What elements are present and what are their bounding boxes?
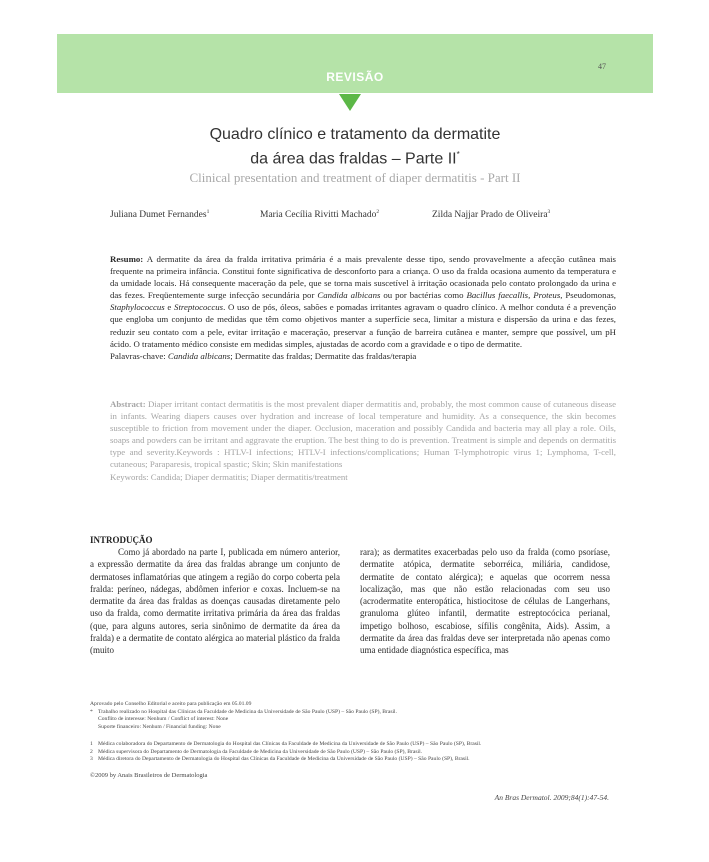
banner-arrow-icon: [339, 94, 361, 111]
affiliation-2: 2 Médica supervisora do Departamento de Dermatologia da Faculdade de Medicina da Universidade de São Paulo (USP) – São Paulo (SP), Brasil.: [90, 748, 423, 755]
affiliation-1: 1 Médica colaboradora do Departamento de Dermatologia do Hospital das Clínicas da Faculdade de Medicina da Universidade de São Paulo (USP) – São Paulo (SP), Brasil.: [90, 741, 482, 747]
title-line-1: Quadro clínico e tratamento da dermatite: [209, 126, 501, 143]
abstract-english: Abstract: Diaper irritant contact dermatitis is the most prevalent diaper dermatitis and, probably, the most common cause of cutaneous disease in infants. Wearing diapers causes over hydration and increase of local temperature and humidity. As a consequence, the skin becomes susceptible to friction from movement under the diaper. Occlusion, maceration and possibly Candida and bacteria may all play a role. Oils, soaps and powders can be irritant and aggravate the eruption. The best thing to do is prevention. Treatment is simple and depends on dermatitis type and severity.Keywords : HTLV-I infections; HTLV-I infections/complications; Human T-lymphotropic virus 1; Lymphoma, T-cell, cutaneous; Paraparesis, tropical spastic; Skin; Skin manifestations Keywords: Candida; Diaper dermatitis; Diaper dermatitis/treatment: [110, 399, 616, 482]
conflict-note: Conflito de interesse: Nenhum / Conflict of interest: None: [98, 716, 229, 723]
title-line-2: da área das fraldas – Parte II*: [250, 150, 460, 168]
affiliation-3: 3 Médica diretora do Departamento de Dermatologia do Hospital das Clínicas da Faculdade de Medicina da Universidade de São Paulo (USP) – São Paulo (SP), Brasil.: [90, 756, 470, 763]
affiliations: [90, 741, 630, 764]
english-title: Clinical presentation and treatment of diaper dermatitis - Part II: [189, 170, 521, 185]
intro-heading: INTRODUÇÃO: [90, 535, 153, 545]
section-label: REVISÃO: [326, 70, 384, 84]
funding-note: Suporte financeiro: Nenhum / Financial funding: None: [98, 723, 221, 730]
copyright: ©2009 by Anais Brasileiros de Dermatologia: [90, 772, 208, 779]
footnotes: [90, 701, 630, 731]
section-banner: [57, 34, 653, 93]
star-note: * Trabalho realizado no Hospital das Clínicas da Faculdade de Medicina da Universidade de São Paulo (USP) – São Paulo (SP), Brasil.: [90, 708, 398, 715]
author-2: Maria Cecília Rivitti Machado$^2$: [260, 209, 380, 221]
article-title: [100, 125, 610, 169]
abstract-en-label: Abstract:: [110, 399, 146, 409]
abstract-portuguese: Resumo: A dermatite da área da fralda irritativa primária é a mais prevalente desse tipo, sendo provavelmente a afecção cutânea mais frequente na primeira infância. Constitui fonte significativa de desconforto para a criança. O uso da fralda ocasiona aumento da temperatura e da umidade locais. Há consequente maceração da pele, que se torna mais suscetível à irritação ocasionada pelo contato prolongado da urina e das fezes. Freqüentemente surge infecção secundária por Candida albicans ou por bactérias como Bacillus faecallis, Proteus, Pseudomonas, Staphylococcus e Streptococcus. O uso de pós, óleos, sabões e pomadas irritantes agravam o quadro clínico. A melhor conduta é a prevenção que engloba um conjunto de medidas que têm como objetivos manter a superfície seca, limitar a mistura e dispersão da urina e das fezes, reduzir seu contato com a pele, evitar irritação e maceração, preservar a função de barreira cutânea e manter, sempre que possível, um pH ácido. O tratamento médico consiste em medidas simples, ajustadas de acordo com a gravidade e o tipo de dermatite. Palavras-chave: Candida albicans; Dermatite das fraldas; Dermatite das fraldas/terapia: [110, 254, 616, 361]
title-marker: *: [456, 150, 460, 159]
intro-column-1: Como já abordado na parte I, publicada em número anterior, a expressão dermatite da área das fraldas abrange um conjunto de dermatoses inflamatórias que atingem a região do corpo coberta pela fralda: períneo, nádegas, abdômen inferior e coxas. Incluem-se na dermatite da área das fraldas as doenças causadas diretamente pelo uso da fralda, como dermatite irritativa primária da área das fraldas (que, para alguns autores, seria sinônimo de dermatite da área da fralda) e a dermatite de contato alérgica ao material plástico da fralda (muito: [90, 547, 340, 656]
journal-reference: An Bras Dermatol. 2009;84(1):47-54.: [494, 793, 609, 802]
intro-column-2: rara); as dermatites exacerbadas pelo uso da fralda (como psoríase, dermatite atópica, dermatite seborréica, miliária, candidose, dermatite de contato alérgica); e aquelas que ocorrem nessa localização, mas que não estão relacionadas com seu uso (acrodermatite enteropática, histiocitose de células de Langerhans, granuloma glúteo infantil, dermatite estreptocócica perianal, impetigo bolhoso, escabiose, sífilis congênita, Aids). Assim, a dermatite da área das fraldas deve ser interpretada não apenas como uma entidade diagnóstica específica, mas: [360, 547, 610, 656]
page-number: 47: [598, 62, 606, 71]
author-3: Zilda Najjar Prado de Oliveira$^3$: [432, 209, 551, 221]
abstract-pt-label: Resumo:: [110, 254, 144, 264]
keywords-en: Keywords: Candida; Diaper dermatitis; Diaper dermatitis/treatment: [110, 471, 348, 482]
author-1: Juliana Dumet Fernandes$^1$: [110, 209, 210, 221]
approval-note: Aprovado pelo Conselho Editorial e aceito para publicação em 05.01.09: [90, 701, 252, 707]
keywords-pt: Palavras-chave: Candida albicans; Dermatite das fraldas; Dermatite das fraldas/terapia: [110, 350, 417, 361]
